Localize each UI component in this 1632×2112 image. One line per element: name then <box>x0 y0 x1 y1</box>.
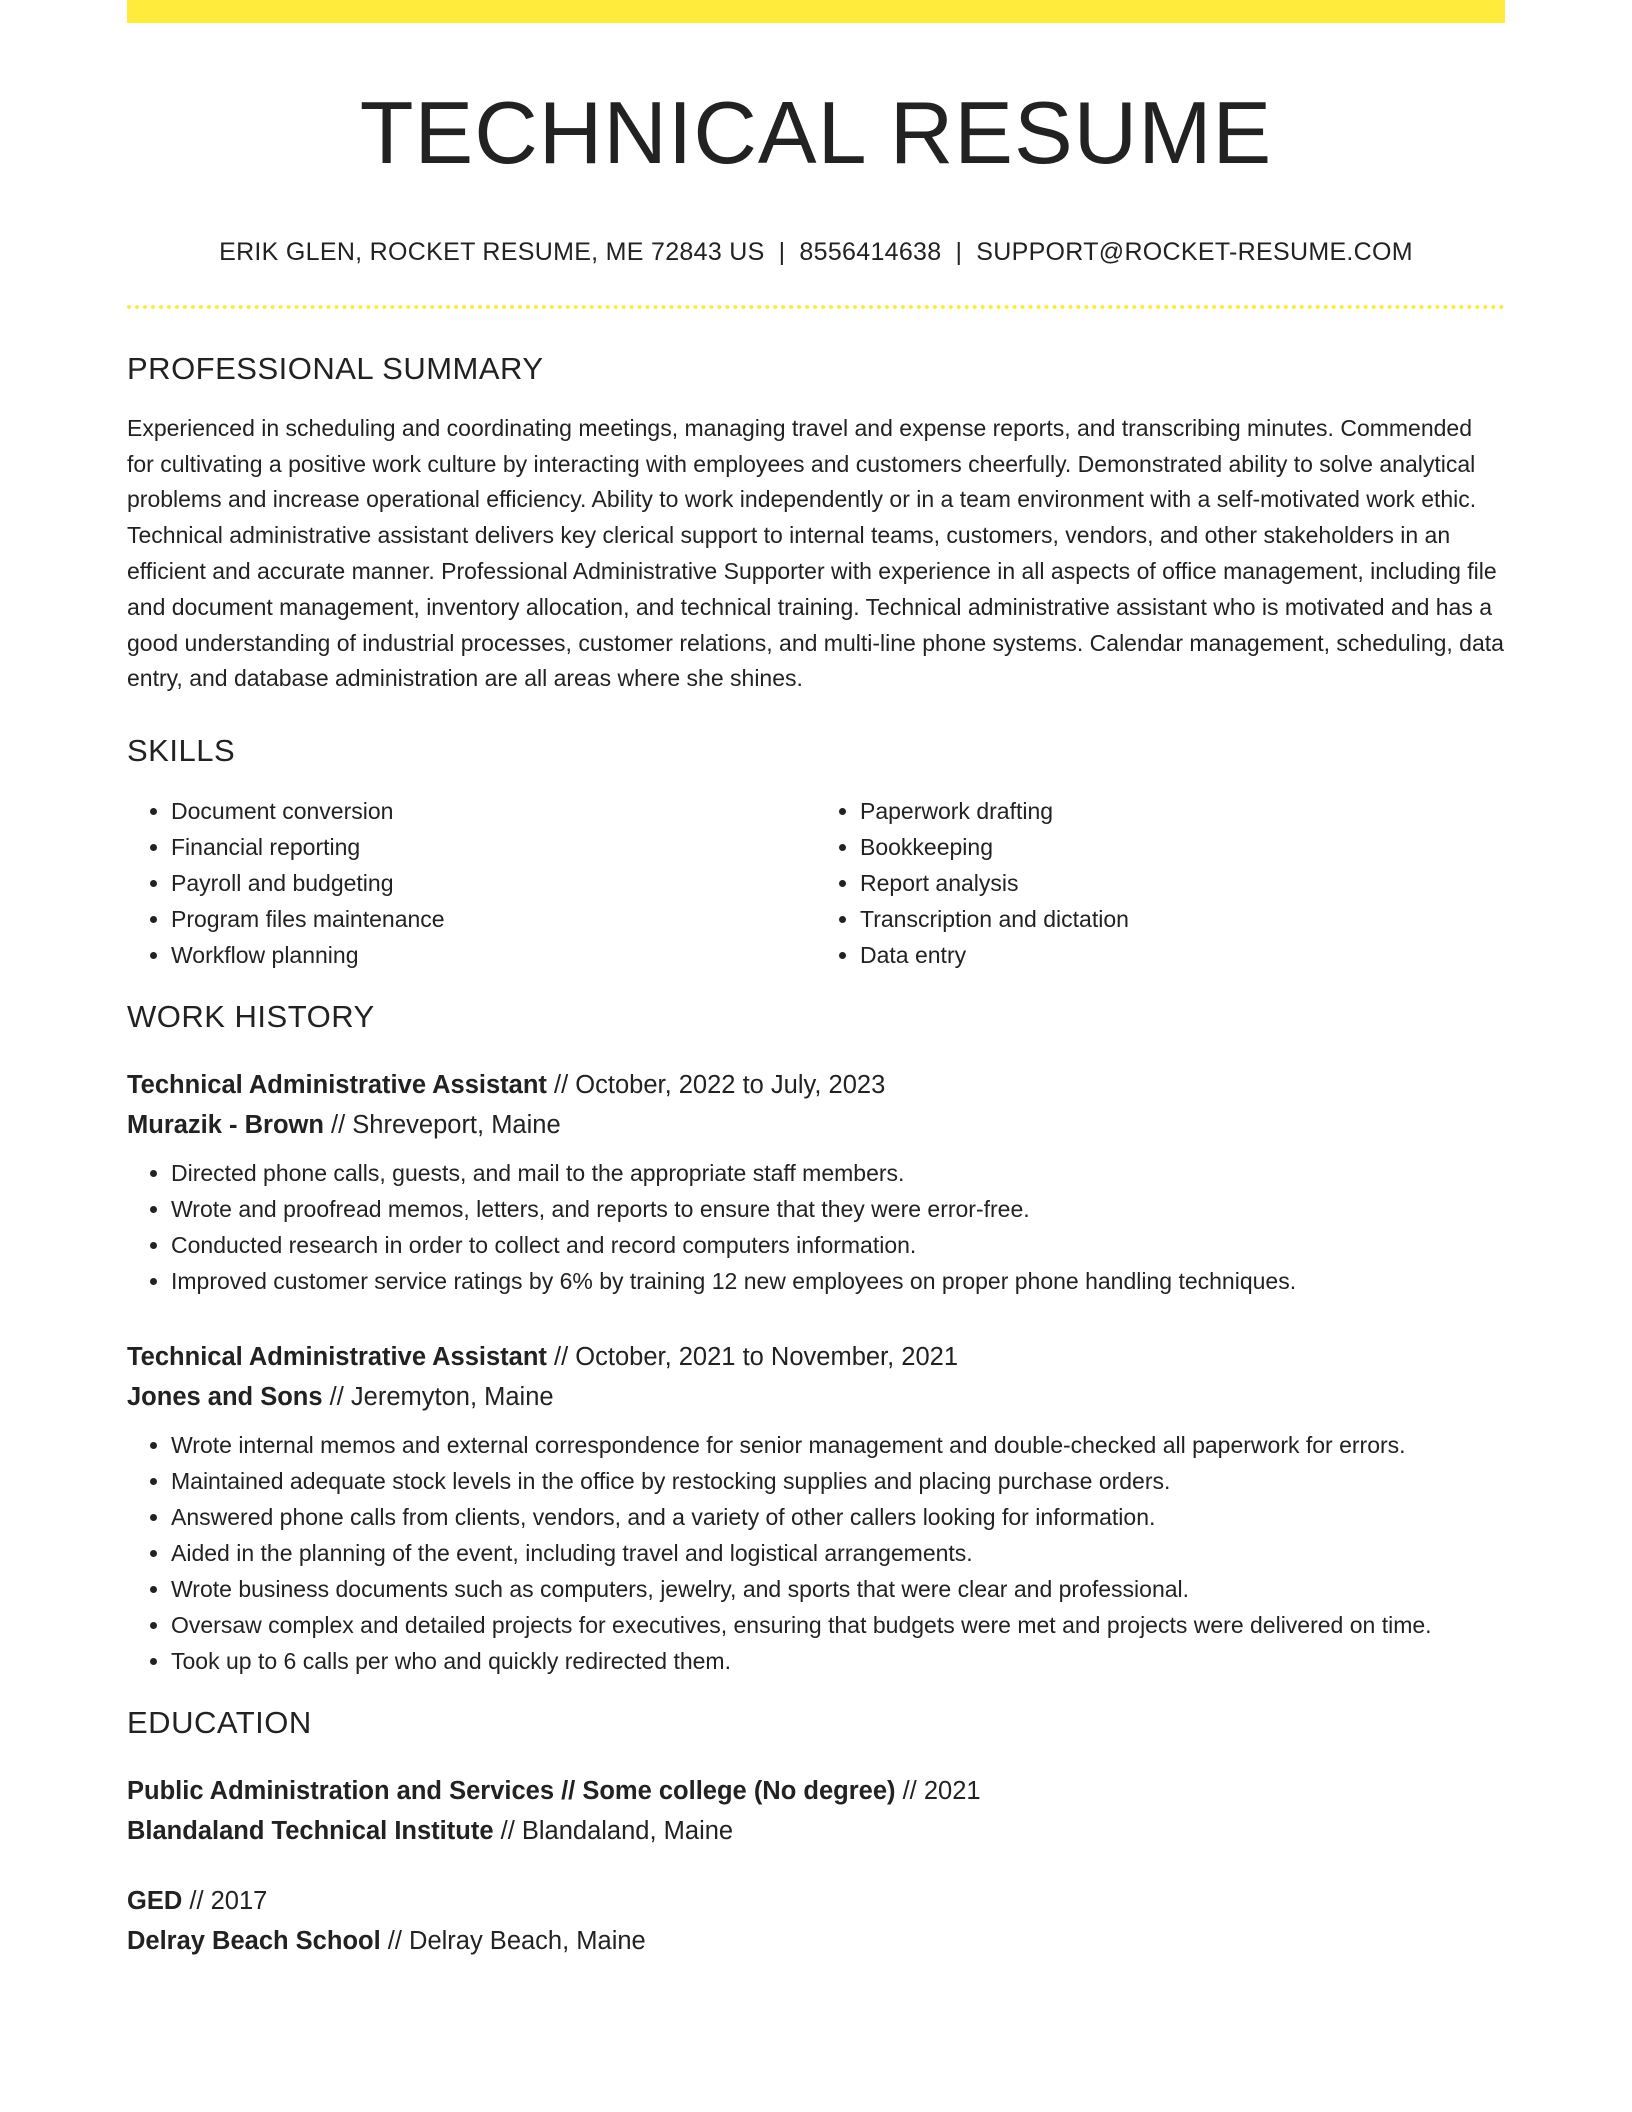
job-company-line <box>127 1377 1505 1417</box>
skills-column-right <box>816 793 1505 973</box>
skill-item: • Payroll and budgeting <box>171 865 816 901</box>
header-divider <box>127 305 1505 309</box>
work-history-heading: WORK HISTORY <box>127 999 375 1035</box>
skill-item: • Transcription and dictation <box>860 901 1505 937</box>
job-company-line <box>127 1105 1505 1145</box>
education-location: // Blandaland, Maine <box>500 1817 734 1846</box>
education-entry <box>127 1881 1505 1961</box>
education-location: // Delray Beach, Maine <box>387 1927 646 1956</box>
job-entry <box>127 1337 1505 1679</box>
education-heading: EDUCATION <box>127 1705 312 1741</box>
job-dates: // October, 2022 to July, 2023 <box>554 1071 886 1100</box>
education-year: // 2021 <box>902 1777 981 1806</box>
education-degree-line <box>127 1881 1505 1921</box>
skill-item: • Data entry <box>860 937 1505 973</box>
job-bullet: • Maintained adequate stock levels in the office by restocking supplies and placing purchase orders. <box>171 1463 1505 1499</box>
skill-item: • Program files maintenance <box>171 901 816 937</box>
job-bullets <box>127 1155 1505 1299</box>
skills-grid <box>127 793 1505 973</box>
job-entry <box>127 1065 1505 1299</box>
job-title: Technical Administrative Assistant <box>127 1071 547 1100</box>
job-bullet: • Directed phone calls, guests, and mail to the appropriate staff members. <box>171 1155 1505 1191</box>
job-bullet: • Oversaw complex and detailed projects for executives, ensuring that budgets were met and projects were delivered on time. <box>171 1607 1505 1643</box>
education-school: Delray Beach School <box>127 1927 381 1956</box>
job-bullet: • Wrote internal memos and external correspondence for senior management and double-checked all paperwork for errors. <box>171 1427 1505 1463</box>
skill-item: • Workflow planning <box>171 937 816 973</box>
contact-line <box>127 238 1505 267</box>
skill-item: • Paperwork drafting <box>860 793 1505 829</box>
summary-heading: PROFESSIONAL SUMMARY <box>127 350 544 386</box>
education-school-line <box>127 1921 1505 1961</box>
education-entry <box>127 1771 1505 1851</box>
skill-item: • Document conversion <box>171 793 816 829</box>
education-year: // 2017 <box>189 1887 268 1916</box>
job-bullet: • Aided in the planning of the event, including travel and logistical arrangements. <box>171 1535 1505 1571</box>
education-degree: GED <box>127 1887 183 1916</box>
education-school-line <box>127 1811 1505 1851</box>
contact-address: ERIK GLEN, ROCKET RESUME, ME 72843 US <box>219 237 765 266</box>
contact-separator: | <box>778 237 786 266</box>
skills-column-left <box>127 793 816 973</box>
skills-heading: SKILLS <box>127 733 236 769</box>
job-bullets <box>127 1427 1505 1679</box>
skill-item: • Report analysis <box>860 865 1505 901</box>
job-location: // Shreveport, Maine <box>331 1111 561 1140</box>
job-bullet: • Conducted research in order to collect and record computers information. <box>171 1227 1505 1263</box>
job-bullet: • Wrote business documents such as computers, jewelry, and sports that were clear and professional. <box>171 1571 1505 1607</box>
job-company: Murazik - Brown <box>127 1111 324 1140</box>
contact-email: SUPPORT@ROCKET-RESUME.COM <box>976 237 1413 266</box>
job-title-line <box>127 1337 1505 1377</box>
contact-phone: 8556414638 <box>799 237 942 266</box>
skill-item: • Financial reporting <box>171 829 816 865</box>
job-company: Jones and Sons <box>127 1383 323 1412</box>
education-school: Blandaland Technical Institute <box>127 1817 494 1846</box>
job-title: Technical Administrative Assistant <box>127 1343 547 1372</box>
job-bullet: • Took up to 6 calls per who and quickly redirected them. <box>171 1643 1505 1679</box>
job-bullet: • Improved customer service ratings by 6% by training 12 new employees on proper phone handling techniques. <box>171 1263 1505 1299</box>
document-title: TECHNICAL RESUME <box>359 83 1273 182</box>
job-bullet: • Answered phone calls from clients, vendors, and a variety of other callers looking for information. <box>171 1499 1505 1535</box>
job-location: // Jeremyton, Maine <box>329 1383 554 1412</box>
summary-text: Experienced in scheduling and coordinating meetings, managing travel and expense reports, and transcribing minutes. Commended for cultivating a positive work culture by interacting with employees and customers cheerfully. Demonstrated ability to solve analytical problems and increase operational efficiency. Ability to work independently or in a team environment with a self-motivated work ethic. Technical administrative assistant delivers key clerical support to internal teams, customers, vendors, and other stakeholders in an efficient and accurate manner. Professional Administrative Supporter with experience in all aspects of office management, including file and document management, inventory allocation, and technical training. Technical administrative assistant who is motivated and has a good understanding of industrial processes, customer relations, and multi-line phone systems. Calendar management, scheduling, data entry, and database administration are all areas where she shines. <box>127 414 1504 692</box>
education-degree: Public Administration and Services // Some college (No degree) <box>127 1777 896 1806</box>
job-dates: // October, 2021 to November, 2021 <box>554 1343 959 1372</box>
contact-separator: | <box>955 237 963 266</box>
top-accent-bar <box>127 0 1505 23</box>
skill-item: • Bookkeeping <box>860 829 1505 865</box>
education-degree-line <box>127 1771 1505 1811</box>
job-bullet: • Wrote and proofread memos, letters, and reports to ensure that they were error-free. <box>171 1191 1505 1227</box>
job-title-line <box>127 1065 1505 1105</box>
